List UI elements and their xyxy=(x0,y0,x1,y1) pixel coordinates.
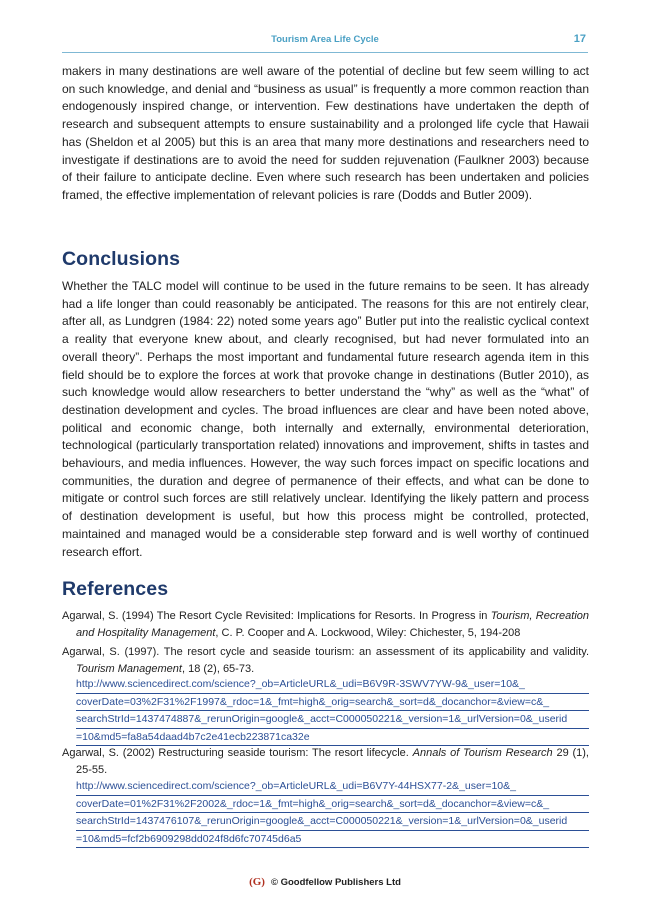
reference-journal: Tourism, Recreation and Hospitality Management xyxy=(76,610,590,639)
reference-link-line[interactable]: coverDate=01%2F31%2F2002&_rdoc=1&_fmt=high&_orig=search&_sort=d&_docanchor=&view=c&_ xyxy=(76,797,589,814)
reference-link[interactable] xyxy=(76,779,589,849)
publisher-logo-icon: (G) xyxy=(249,876,265,888)
copyright-text: © Goodfellow Publishers Ltd xyxy=(270,877,401,888)
footer xyxy=(0,876,650,888)
references-heading: References xyxy=(62,578,169,600)
reference-text: Agarwal, S. (1997). The resort cycle and seaside tourism: an assessment of its applicability and validity. xyxy=(62,646,589,658)
reference-journal: Tourism Management xyxy=(76,662,182,675)
reference-link-line[interactable]: http://www.sciencedirect.com/science?_ob=ArticleURL&_udi=B6V9R-3SWV7YW-9&_user=10&_ xyxy=(76,677,589,694)
reference-link[interactable] xyxy=(76,677,589,747)
reference-entry xyxy=(62,745,589,778)
intro-paragraph: makers in many destinations are well aware of the potential of decline but few seem willing to act on such knowledge, and denial and “business as usual” is frequently a more common reaction than endogenously inspired change, or intervention. Few destinations have undertaken the depth of research and subsequent attempts to ensure sustainability and a prolonged life cycle that Hawaii has (Sheldon et al 2005) but this is an area that many more destinations and researchers need to investigate if destinations are to avoid the need for sudden rejuvenation (Faulkner 2003) because of their failure to anticipate decline. Even where such research has been undertaken and policies framed, the effective implementation of relevant policies is rare (Dodds and Butler 2009). xyxy=(62,64,589,202)
reference-entry xyxy=(62,644,589,677)
reference-text: Agarwal, S. (2002) Restructuring seaside tourism: The resort lifecycle. xyxy=(62,747,413,759)
reference-link-line[interactable]: http://www.sciencedirect.com/science?_ob=ArticleURL&_udi=B6V7Y-44HSX77-2&_user=10&_ xyxy=(76,779,589,796)
reference-text: 29 (1), 25-55. xyxy=(76,747,589,776)
reference-link-line[interactable]: =10&md5=fcf2b6909298dd024f8d6fc70745d6a5 xyxy=(76,832,589,849)
running-header-title: Tourism Area Life Cycle xyxy=(271,34,379,45)
running-header xyxy=(62,30,588,53)
reference-link-line[interactable]: searchStrId=1437474887&_rerunOrigin=google&_acct=C000050221&_version=1&_urlVersion=0&_userid xyxy=(76,712,589,729)
reference-link-line[interactable]: searchStrId=1437476107&_rerunOrigin=google&_acct=C000050221&_version=1&_urlVersion=0&_userid xyxy=(76,814,589,831)
page-number: 17 xyxy=(573,33,586,45)
reference-link-line[interactable]: coverDate=03%2F31%2F1997&_rdoc=1&_fmt=high&_orig=search&_sort=d&_docanchor=&view=c&_ xyxy=(76,695,589,712)
reference-entry xyxy=(62,608,589,641)
reference-text: , 18 (2), 65-73. xyxy=(181,662,255,675)
reference-text: Agarwal, S. (1994) The Resort Cycle Revisited: Implications for Resorts. In Progress in xyxy=(62,610,491,622)
reference-journal: Annals of Tourism Research xyxy=(412,747,553,759)
reference-text: , C. P. Cooper and A. Lockwood, Wiley: Chichester, 5, 194-208 xyxy=(215,626,521,639)
conclusions-heading: Conclusions xyxy=(62,248,181,270)
conclusions-paragraph: Whether the TALC model will continue to be used in the future remains to be seen. It has already had a life longer than could reasonably be anticipated. The reasons for this are not entirely clear, after all, as Lundgren (1984: 22) noted some years ago” Butler put into the realistic cyclical context a reality that everyone knew about, and clearly recognised, but had never formulated into an overall theory”. Perhaps the most important and fundamental future research agenda item in this field should be to explore the forces at work that provoke change in destinations (Butler 2010), as such knowledge would allow researchers to better understand the “why” as well as the “what” of destination development and cycles. The broad influences are clear and have been noted above, political and economic change, both internally and externally, environmental deterioration, technological (particularly transportation related) innovations and improvement, shifts in tastes and behaviours, and media influences. However, the way such forces impact on specific locations and communities, the duration and degree of permanence of their effects, and what can be done to mitigate or control such forces are still relatively unclear. Identifying the likely pattern and process of destination development is useful, but how this process might be controlled, protected, maintained and managed would be a considerable step forward and is well worthy of continued research effort. xyxy=(62,279,589,559)
reference-link-line[interactable]: =10&md5=fa8a54daad4b7c2e41ecb223871ca32e xyxy=(76,730,589,747)
